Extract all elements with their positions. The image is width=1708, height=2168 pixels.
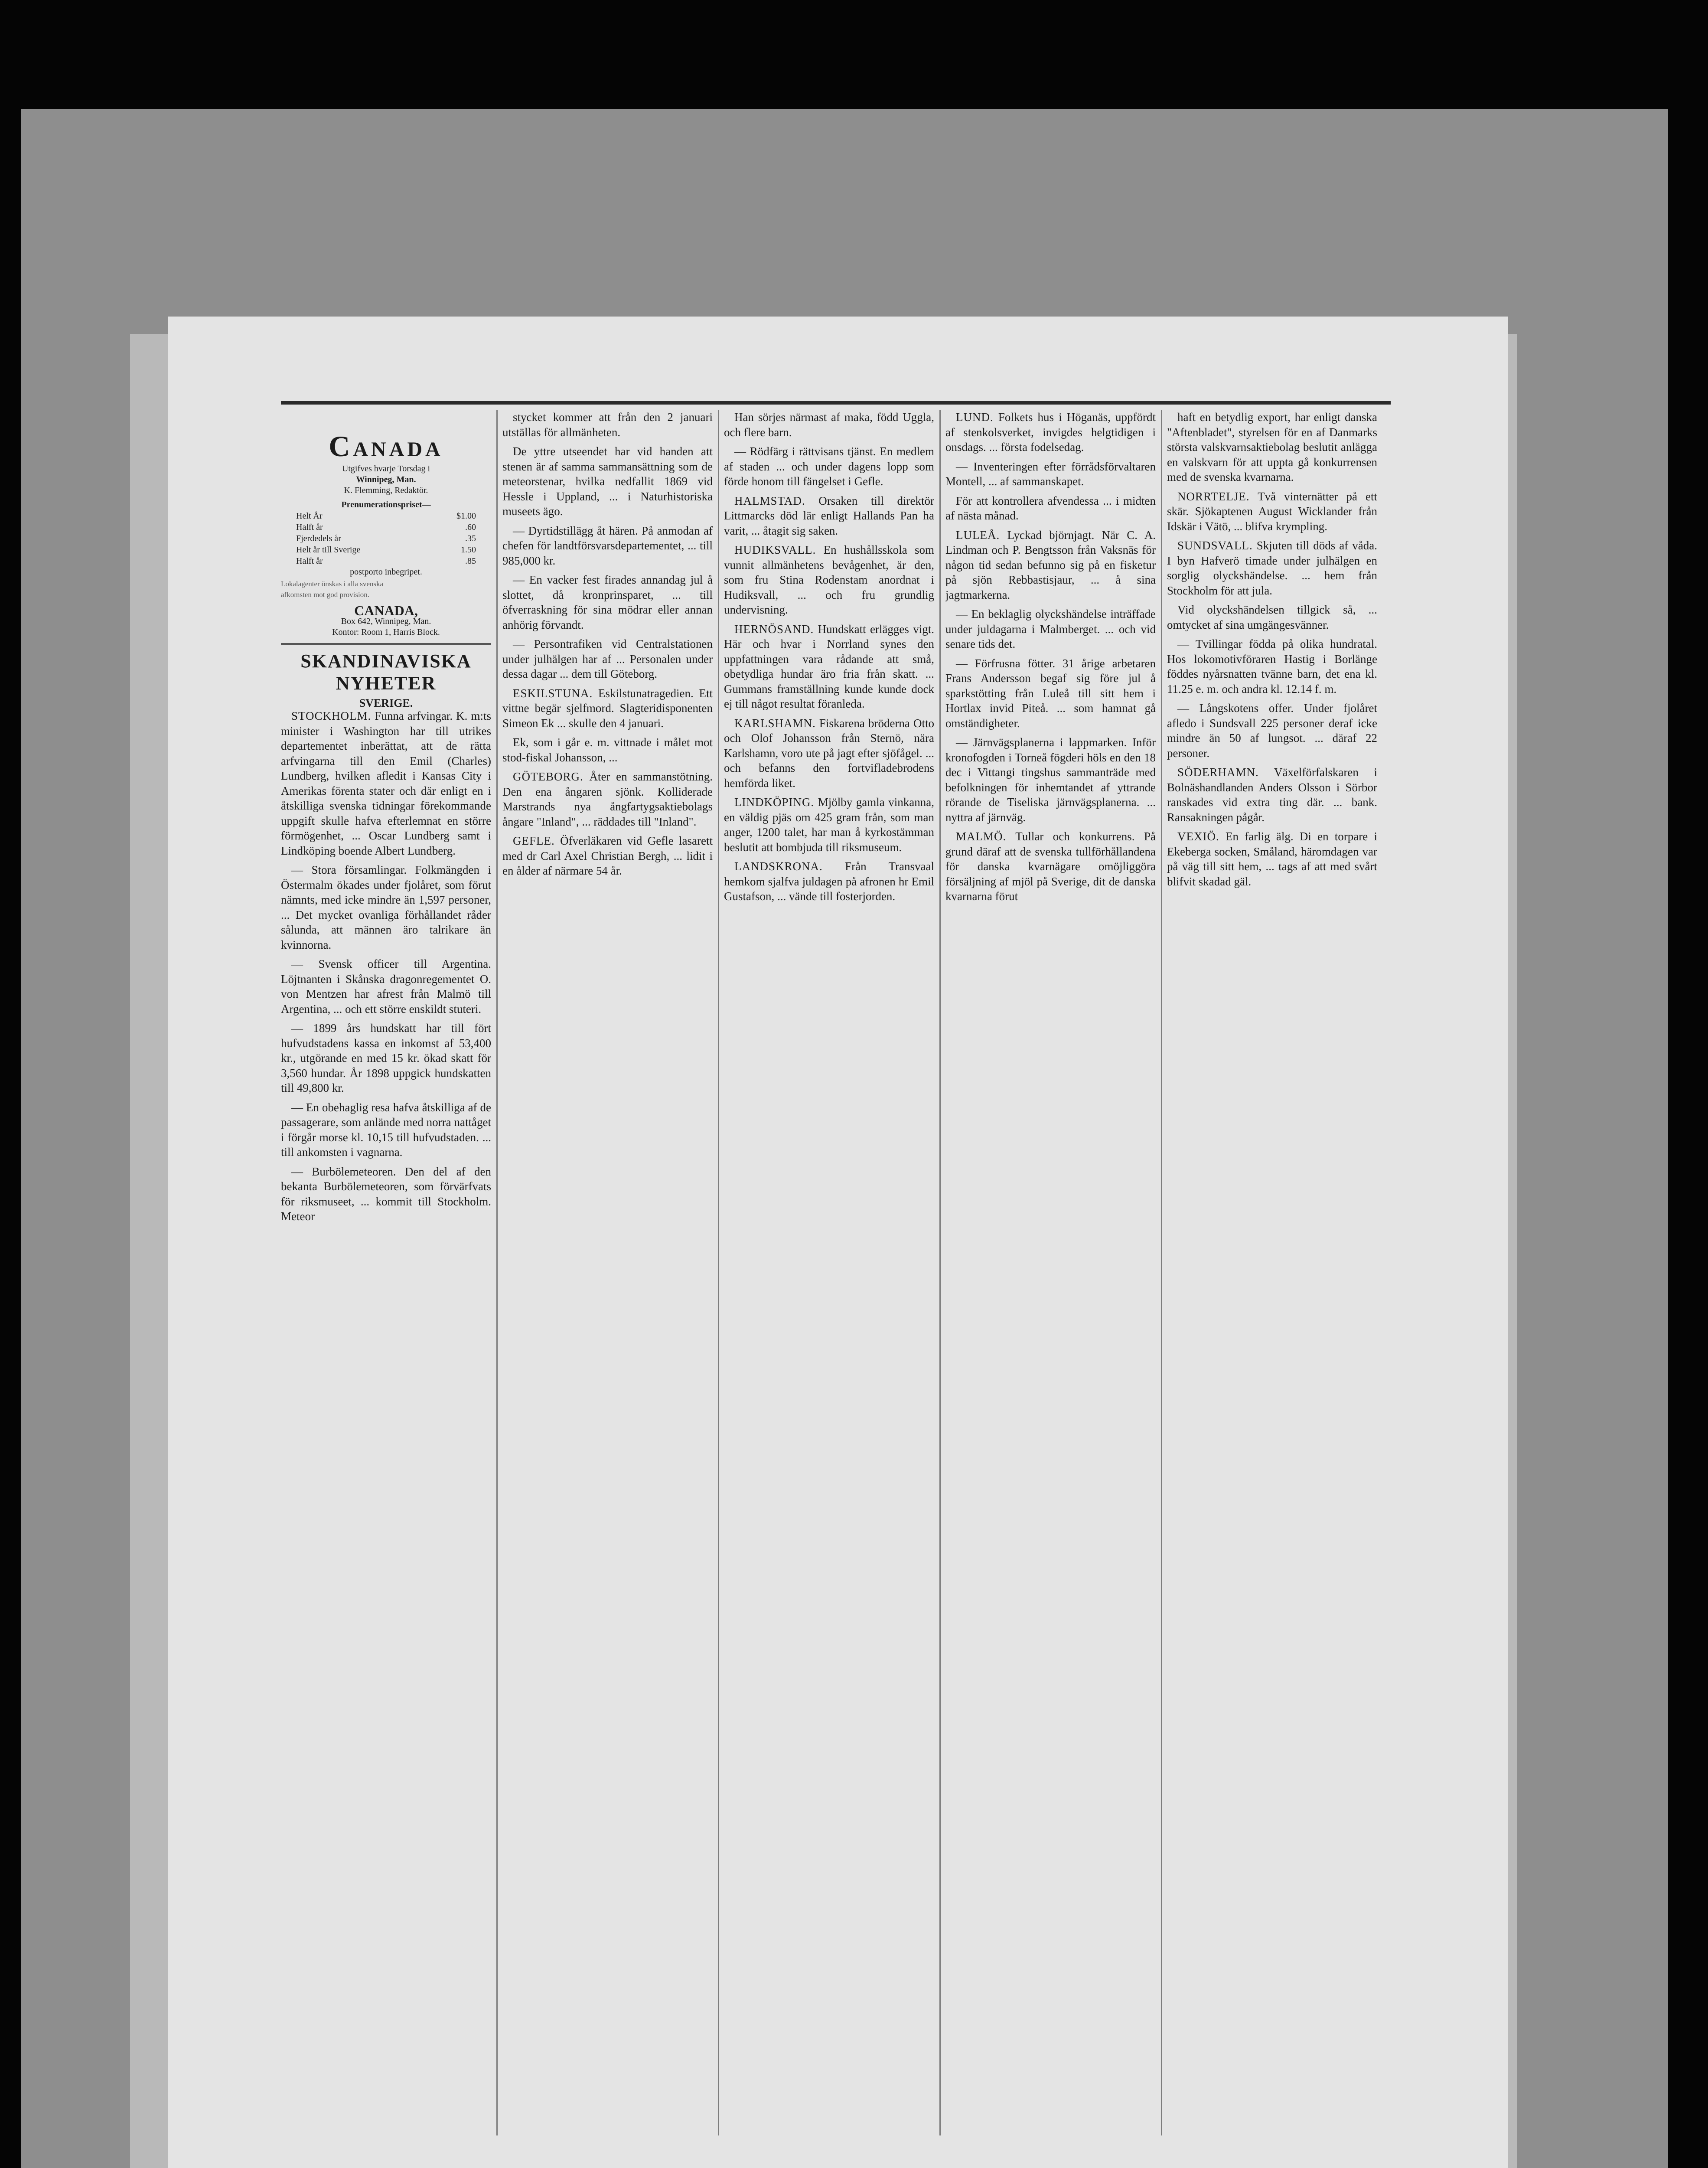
address-line: Kontor: Room 1, Harris Block. — [332, 627, 440, 637]
article-paragraph: — En beklaglig olyckshändelse inträffade under juldagarna i Malmberget. ... och vid senare tids det. — [945, 607, 1156, 650]
article-paragraph: Ek, som i går e. m. vittnade i målet mot stod-fiskal Johansson, ... — [502, 736, 713, 764]
article-paragraph: Han sörjes närmast af maka, född Uggla, och flere barn. — [724, 411, 934, 439]
article-paragraph: — Rödfärg i rättvisans tjänst. En medlem af staden ... och under dagens lopp som förde honom till fängelset i Gefle. — [724, 445, 934, 488]
article-paragraph: — Tvillingar födda på olika hundratal. Hos lokomotivföraren Hastig i Borlänge föddes nyårsnatten tvänne barn, det ena kl. 11.25 e. m. och andra kl. 12.14 f. m. — [1167, 637, 1377, 695]
column-divider — [939, 410, 941, 2135]
article-paragraph: — Inventeringen efter förrådsförvaltaren Montell, ... af sammanskapet. — [945, 460, 1156, 488]
article-paragraph: GÖTEBORG. Åter en sammanstötning. Den ena ångaren sjönk. Kolliderade Marstrands nya ångfartygsaktiebolags ångare "Inland", ... räddades till "Inland". — [502, 770, 713, 828]
article-paragraph: — Långskotens offer. Under fjolåret afledo i Sundsvall 225 personer deraf icke mindre än 50 af lungsot. ... däraf 22 personer. — [1167, 702, 1377, 760]
article-paragraph: NORRTELJE. Två vinternätter på ett skär. Sjökaptenen August Wicklander från Idskär i Vätö, ... blifva krympling. — [1167, 490, 1377, 533]
address-line: Box 642, Winnipeg, Man. — [341, 617, 431, 626]
article-paragraph: VEXIÖ. En farlig älg. Di en torpare i Ekeberga socken, Småland, häromdagen var på väg till sitt hem, ... tags af att med svårt blifvit skadad gäl. — [1167, 830, 1377, 888]
column-3 — [724, 410, 934, 2168]
article-paragraph: De yttre utseendet har vid handen att stenen är af samma sammansättning som de meteorstenar, hvilka nedfallit 1869 vid Hessle i Uppland, ... i Naturhistoriska museets ägo. — [502, 445, 713, 518]
price-row: Halft år .85 — [296, 556, 476, 566]
article-paragraph: stycket kommer att från den 2 januari utställas för allmänheten. — [502, 411, 713, 439]
article-paragraph: — Burbölemeteoren. Den del af den bekanta Burbölemeteoren, som förvärfvats för riksmuseet, ... kommit till Stockholm. Meteor — [281, 1165, 491, 1223]
article-paragraph: — Svensk officer till Argentina. Löjtnanten i Skånska dragonregementet O. von Mentzen har afrest från Malmö till Argentina, ... och ett större enskildt stuteri. — [281, 957, 491, 1015]
article-paragraph: ESKILSTUNA. Eskilstunatragedien. Ett vittne begär sjelfmord. Slagteridisponenten Simeon Ek ... skulle den 4 januari. — [502, 686, 713, 730]
price-row: Halft år .60 — [296, 522, 476, 532]
article-paragraph: HALMSTAD. Orsaken till direktör Littmarcks död lär enligt Hallands Pan ha varit, ... åtagit sig saken. — [724, 494, 934, 537]
article-paragraph: Vid olyckshändelsen tillgick så, ... omtycket af sina umgängesvänner. — [1167, 603, 1377, 631]
section-subtitle: SVERIGE. — [359, 697, 413, 709]
article-paragraph: — 1899 års hundskatt har till fört hufvudstadens kassa en inkomst af 53,400 kr., utgörande en med 15 kr. ökad skatt för 3,560 hundar. År 1898 uppgick hundskatten till 49,800 kr. — [281, 1022, 491, 1094]
price-row: Helt År $1.00 — [296, 511, 476, 521]
article-paragraph: haft en betydlig export, har enligt danska "Aftenbladet", styrelsen för en af Danmarks största valskvarnsaktiebolag beslutit anlägga en valskvarn för att uppta gå konkurrensen med de svenska kvarnarna. — [1167, 411, 1377, 483]
notice-line: afkomsten mot god provision. — [281, 591, 369, 599]
column-5 — [1167, 410, 1377, 2168]
article-paragraph: För att kontrollera afvendessa ... i midten af nästa månad. — [945, 494, 1156, 522]
column-1 — [281, 410, 491, 2168]
article-paragraph: LUND. Folkets hus i Höganäs, uppfördt af stenkolsverket, invigdes helgtidigen i onsdags. ... första fodelsedag. — [945, 411, 1156, 454]
article-paragraph: GEFLE. Öfverläkaren vid Gefle lasarett med dr Carl Axel Christian Bergh, ... lidit i en ålder af närmare 54 år. — [502, 834, 713, 877]
column-2 — [502, 410, 713, 2168]
article-paragraph: SUNDSVALL. Skjuten till döds af våda. I byn Hafverö timade under julhälgen en sorglig olyckshändelse. ... hem från Stockholm för att jula. — [1167, 539, 1377, 597]
masthead-line1: Utgifves hvarje Torsdag i — [342, 464, 430, 473]
price-row: Helt år till Sverige 1.50 — [296, 545, 476, 555]
article-paragraph: STOCKHOLM. Funna arfvingar. K. m:ts minister i Washington har till utrikes departementet inberättat, att de rätta arfvingarna till den Emil (Charles) Lundberg, hvilken afledit i Kansas City i Amerikas förenta stater och där enligt en i åtskilliga svenska tidningar förekommande uppgift skulle hafva efterlemnat en större förmögenhet, ... Oscar Lundberg samt i Lindköping boende Albert Lundberg. — [281, 709, 491, 857]
newspaper-page — [168, 317, 1508, 2168]
address-title: CANADA, — [354, 603, 418, 618]
article-paragraph: HERNÖSAND. Hundskatt erlägges vigt. Här och hvar i Norrland synes den uppfattningen vara rådande att små, obetydliga hundar äro fria från skatt. ... Gummans framställning kunde kunde dock ej till något resultat föranleda. — [724, 622, 934, 710]
price-heading: Prenumerationspriset— — [341, 500, 431, 509]
article-paragraph: — En obehaglig resa hafva åtskilliga af de passagerare, som anlände med norra nattåget i förgår morse kl. 10,15 till hufvudstaden. ... till ankomsten i vagnarna. — [281, 1100, 491, 1159]
column-divider — [496, 410, 498, 2135]
masthead-line2: Winnipeg, Man. — [356, 475, 416, 484]
article-paragraph: — En vacker fest firades annandag jul å slottet, då kronprinsparet, ... till öfverraskning för sina mödrar eller annan anhörig förvandt. — [502, 573, 713, 631]
article-paragraph: MALMÖ. Tullar och konkurrens. På grund däraf att de svenska tullförhållandena för danska kvarnägare omöjliggöra försäljning af mjöl på Sverige, dit de danska kvarnarna förut — [945, 830, 1156, 903]
article-paragraph: — Stora församlingar. Folkmängden i Östermalm ökades under fjolåret, som förut nämnts, med icke mindre än 1,597 personer, ... Det mycket ovanliga förhållandet råder sålunda, att männen äro talrikare än kvinnorna. — [281, 863, 491, 951]
column-divider — [718, 410, 719, 2135]
price-row: Fjerdedels år .35 — [296, 534, 476, 543]
article-paragraph: — Järnvägsplanerna i lappmarken. Inför kronofogden i Torneå fögderi höls en den 18 dec i Vittangi tingshus sammanträde med befolkningen för inhemtandet af yttrande rörande de Tiseliska järnvägsplanerna. ... nyttra af järnväg. — [945, 736, 1156, 824]
notice-line: Lokalagenter önskas i alla svenska — [281, 580, 384, 588]
article-paragraph: SÖDERHAMN. Växelförfalskaren i Bolnäshandlanden Anders Olsson i Sörbor ranskades vid extra ting där. ... bank. Ransakningen pågår. — [1167, 766, 1377, 824]
article-paragraph: — Persontrafiken vid Centralstationen under julhälgen har af ... Personalen under dessa dagar ... dem till Göteborg. — [502, 637, 713, 680]
masthead-title: Canada — [329, 430, 443, 463]
section-title: SKANDINAVISKA NYHETER — [300, 650, 472, 694]
article-paragraph: — Förfrusna fötter. 31 årige arbetaren Frans Andersson begaf sig före jul å sparkstötting från Luleå till sitt hem i Hortlax invid Piteå. ... som hamnat gå omständigheter. — [945, 656, 1156, 730]
top-rule — [281, 401, 1391, 405]
column-4 — [945, 410, 1156, 2168]
article-paragraph: KARLSHAMN. Fiskarena bröderna Otto och Olof Johansson från Sternö, nära Karlshamn, voro ute på jagt efter sjöfågel. ... och befanns den fortvifladebrodens hemförda liket. — [724, 716, 934, 790]
masthead-box — [281, 429, 491, 638]
column-divider — [1161, 410, 1162, 2135]
article-paragraph: — Dyrtidstillägg åt hären. På anmodan af chefen för landtförsvarsdepartementet, ... till 985,000 kr. — [502, 524, 713, 567]
price-note: postporto inbegripet. — [350, 567, 422, 577]
divider-rule — [281, 643, 491, 645]
article-paragraph: LINDKÖPING. Mjölby gamla vinkanna, en väldig pjäs om 425 gram från, som man anger, 1200 talet, har man å kyrkostämman beslutit att bombjuda till riksmuseum. — [724, 796, 934, 854]
col1-articles — [281, 709, 491, 1224]
article-paragraph: LANDSKRONA. Från Transvaal hemkom sjalfva juldagen på afronen hr Emil Gustafson, ... vände till fosterjorden. — [724, 860, 934, 903]
article-paragraph: LULEÅ. Lyckad björnjagt. När C. A. Lindman och P. Bengtsson från Vaksnäs för någon tid sedan befunno sig på en fisketur på sjön Rebbastisjaur, ... å sina jagtmarkerna. — [945, 528, 1156, 601]
masthead-line3: K. Flemming, Redaktör. — [344, 486, 428, 495]
article-paragraph: HUDIKSVALL. En hushållsskola som vunnit allmänhetens bevågenhet, är den, som fru Stina Rodenstam anordnat i Hudiksvall, ... och fru grundlig undervisning. — [724, 543, 934, 616]
